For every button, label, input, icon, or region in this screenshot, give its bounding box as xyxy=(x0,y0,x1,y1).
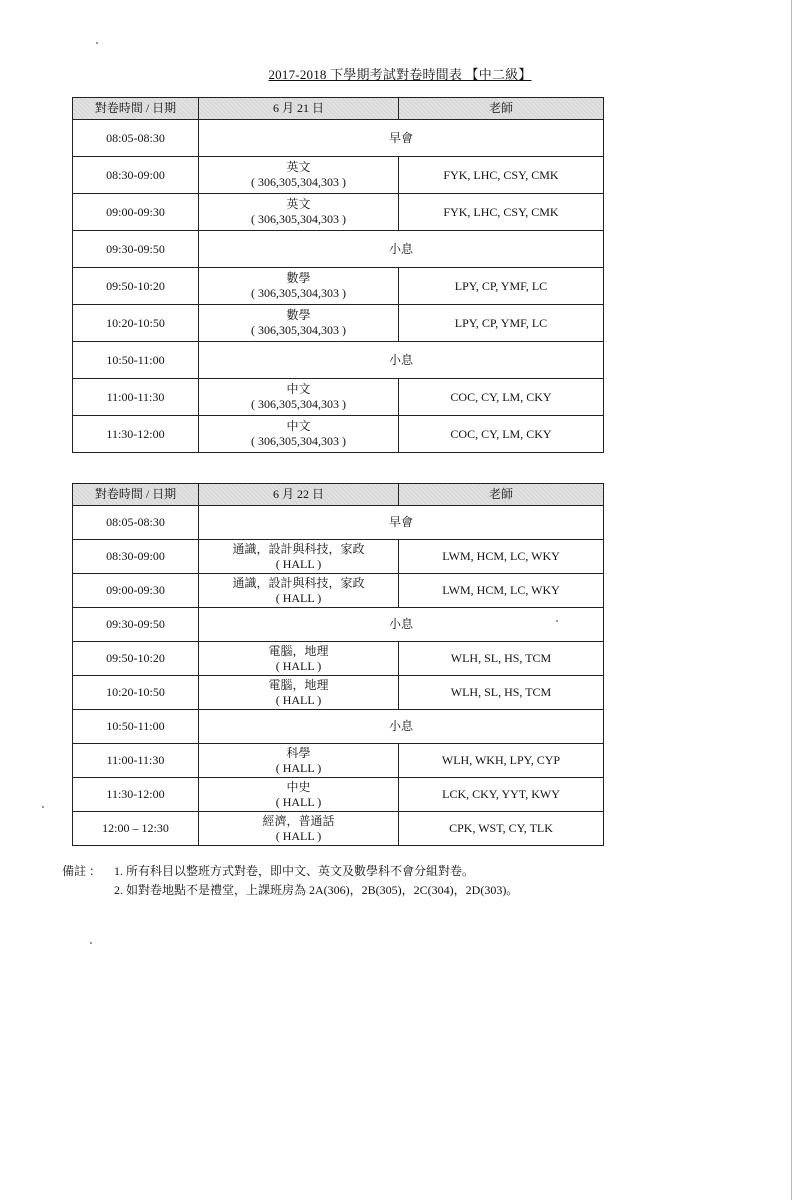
subject-name: 通識，設計與科技，家政 xyxy=(232,541,365,556)
time-slot: 10:50-11:00 xyxy=(73,710,199,744)
venue: ( HALL ) xyxy=(275,590,322,605)
table-row xyxy=(73,231,604,268)
subject-name: 電腦，地理 xyxy=(268,677,329,692)
teachers-cell: LWM, HCM, LC, WKY xyxy=(399,574,604,608)
time-slot: 10:20-10:50 xyxy=(73,676,199,710)
table-row xyxy=(73,608,604,642)
time-slot: 08:05-08:30 xyxy=(73,120,199,157)
teachers-cell: LPY, CP, YMF, LC xyxy=(399,305,604,342)
teachers-cell: CPK, WST, CY, TLK xyxy=(399,812,604,846)
subject-cell xyxy=(199,574,399,608)
table-row xyxy=(73,416,604,453)
table-row xyxy=(73,778,604,812)
schedule-table-june-22 xyxy=(72,483,604,846)
table-row xyxy=(73,710,604,744)
schedule-table-june-21 xyxy=(72,97,604,453)
subject-cell xyxy=(199,379,399,416)
break-cell: 小息 xyxy=(199,342,604,379)
time-slot: 08:30-09:00 xyxy=(73,157,199,194)
header-teachers: 老師 xyxy=(399,484,604,506)
teachers-cell: LPY, CP, YMF, LC xyxy=(399,268,604,305)
scan-edge xyxy=(791,0,792,1200)
table-row xyxy=(73,574,604,608)
table2-body xyxy=(73,506,604,846)
table-row xyxy=(73,268,604,305)
remarks-list xyxy=(114,862,518,900)
subject-name: 數學 xyxy=(286,271,311,285)
teachers-cell: COC, CY, LM, CKY xyxy=(399,379,604,416)
venue: ( 306,305,304,303 ) xyxy=(251,397,346,411)
subject-cell xyxy=(199,305,399,342)
subject-name: 數學 xyxy=(286,308,311,322)
subject-name: 通識，設計與科技，家政 xyxy=(232,575,365,590)
subject-cell xyxy=(199,676,399,710)
remark-item: 1. 所有科目以整班方式對卷，即中文、英文及數學科不會分組對卷。 xyxy=(114,864,475,878)
table-row xyxy=(73,194,604,231)
venue: ( 306,305,304,303 ) xyxy=(251,175,346,189)
time-slot: 12:00 – 12:30 xyxy=(73,812,199,846)
subject-name: 英文 xyxy=(286,197,311,211)
time-slot: 11:00-11:30 xyxy=(73,744,199,778)
table-row xyxy=(73,812,604,846)
teachers-cell: FYK, LHC, CSY, CMK xyxy=(399,157,604,194)
break-cell: 小息 xyxy=(199,710,604,744)
subject-name: 科學 xyxy=(286,745,311,760)
table-row xyxy=(73,744,604,778)
break-cell: 小息 xyxy=(199,608,604,642)
subject-cell xyxy=(199,778,399,812)
table-row xyxy=(73,157,604,194)
time-slot: 10:20-10:50 xyxy=(73,305,199,342)
time-slot: 08:05-08:30 xyxy=(73,506,199,540)
table-row xyxy=(73,305,604,342)
subject-name: 英文 xyxy=(286,160,311,174)
venue: ( HALL ) xyxy=(275,556,322,571)
time-slot: 11:30-12:00 xyxy=(73,416,199,453)
subject-name: 電腦，地理 xyxy=(268,643,329,658)
teachers-cell: LCK, CKY, YYT, KWY xyxy=(399,778,604,812)
subject-cell xyxy=(199,812,399,846)
scan-speck xyxy=(42,806,44,808)
remark-item: 2. 如對卷地點不是禮堂，上課班房為 2A(306)，2B(305)，2C(304)，2D(303)。 xyxy=(114,883,519,897)
teachers-cell: WLH, SL, HS, TCM xyxy=(399,642,604,676)
table-row xyxy=(73,120,604,157)
venue: ( HALL ) xyxy=(275,760,322,775)
teachers-cell: WLH, SL, HS, TCM xyxy=(399,676,604,710)
table1-body xyxy=(73,120,604,453)
venue: ( HALL ) xyxy=(275,692,322,707)
subject-cell xyxy=(199,642,399,676)
subject-cell xyxy=(199,416,399,453)
time-slot: 11:30-12:00 xyxy=(73,778,199,812)
time-slot: 09:30-09:50 xyxy=(73,231,199,268)
header-time-date: 對卷時間 / 日期 xyxy=(73,484,199,506)
time-slot: 09:30-09:50 xyxy=(73,608,199,642)
break-cell: 早會 xyxy=(199,506,604,540)
time-slot: 08:30-09:00 xyxy=(73,540,199,574)
venue: ( 306,305,304,303 ) xyxy=(251,286,346,300)
subject-name: 經濟，普通話 xyxy=(262,813,335,828)
subject-cell xyxy=(199,194,399,231)
table-row xyxy=(73,342,604,379)
venue: ( 306,305,304,303 ) xyxy=(251,212,346,226)
subject-name: 中文 xyxy=(286,419,311,433)
table-row xyxy=(73,379,604,416)
subject-cell xyxy=(199,268,399,305)
header-date: 6 月 21 日 xyxy=(199,98,399,120)
break-cell: 小息 xyxy=(199,231,604,268)
teachers-cell: COC, CY, LM, CKY xyxy=(399,416,604,453)
venue: ( 306,305,304,303 ) xyxy=(251,434,346,448)
subject-cell xyxy=(199,157,399,194)
scan-speck xyxy=(556,620,558,622)
time-slot: 10:50-11:00 xyxy=(73,342,199,379)
scan-speck xyxy=(90,942,92,944)
teachers-cell: LWM, HCM, LC, WKY xyxy=(399,540,604,574)
table-row xyxy=(73,676,604,710)
time-slot: 09:00-09:30 xyxy=(73,574,199,608)
teachers-cell: FYK, LHC, CSY, CMK xyxy=(399,194,604,231)
table-row xyxy=(73,540,604,574)
time-slot: 09:50-10:20 xyxy=(73,268,199,305)
subject-name: 中史 xyxy=(286,779,311,794)
subject-cell xyxy=(199,540,399,574)
time-slot: 09:50-10:20 xyxy=(73,642,199,676)
scan-speck xyxy=(96,42,98,44)
subject-name: 中文 xyxy=(286,382,311,396)
table-row xyxy=(73,506,604,540)
time-slot: 09:00-09:30 xyxy=(73,194,199,231)
teachers-cell: WLH, WKH, LPY, CYP xyxy=(399,744,604,778)
table-row xyxy=(73,642,604,676)
venue: ( HALL ) xyxy=(275,794,322,809)
venue: ( HALL ) xyxy=(275,658,322,673)
remarks-label: 備註 ： xyxy=(62,864,102,878)
page-title: 2017-2018 下學期考試對卷時間表 【中二級】 xyxy=(268,67,532,82)
header-time-date: 對卷時間 / 日期 xyxy=(73,98,199,120)
time-slot: 11:00-11:30 xyxy=(73,379,199,416)
header-date: 6 月 22 日 xyxy=(199,484,399,506)
venue: ( HALL ) xyxy=(275,828,322,843)
break-cell: 早會 xyxy=(199,120,604,157)
header-teachers: 老師 xyxy=(399,98,604,120)
subject-cell xyxy=(199,744,399,778)
venue: ( 306,305,304,303 ) xyxy=(251,323,346,337)
